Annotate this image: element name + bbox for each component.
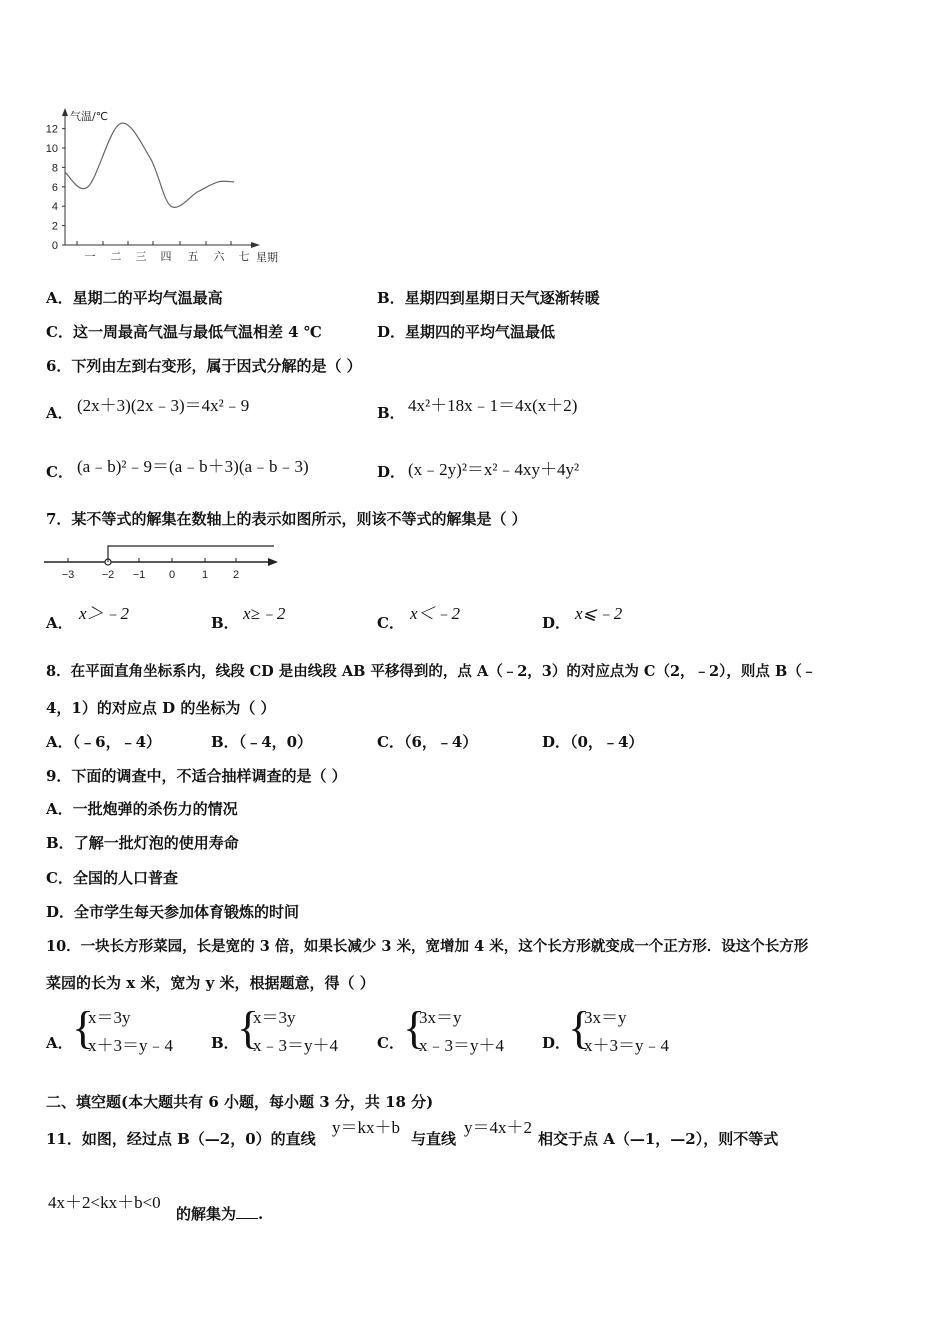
number-line-tick-label: −2 [101,569,115,581]
q10-stem-line2: 菜园的长为 x 米，宽为 y 米，根据题意，得（ ） [46,974,375,992]
q5-option-c[interactable]: C．这一周最高气温与最低气温相差 4 ℃ [46,323,322,341]
q11-text-part3: 相交于点 A（—1，—2），则不等式 [538,1130,779,1148]
x-tick-label: 七 [238,250,250,263]
section-heading: 二、填空题(本大题共有 6 小题，每小题 3 分，共 18 分) [46,1093,434,1111]
temperature-line [65,123,234,207]
y-tick-label: 6 [51,181,58,194]
number-line-tick-label: 0 [168,569,176,581]
q9-option-d[interactable]: D．全市学生每天参加体育锻炼的时间 [46,903,300,921]
q11-text-part2: 与直线 [411,1130,457,1148]
q9-option-a[interactable]: A．一批炮弹的杀伤力的情况 [46,800,238,818]
q10-option-b-key[interactable]: B． [211,1034,239,1052]
y-tick-label: 12 [45,123,58,136]
q7-option-c-expr: x＜﹣2 [410,604,461,623]
q10-option-a-key[interactable]: A． [46,1034,73,1052]
x-tick-label: 二 [110,250,122,263]
q7-option-b-expr: x≥﹣2 [243,604,286,623]
number-line [40,540,285,585]
q10-option-d-brace: { [568,1002,591,1053]
q10-option-a-system: x＝3y x＋3＝y﹣4 [88,1008,173,1055]
q7-stem: 7．某不等式的解集在数轴上的表示如图所示，则该不等式的解集是（ ） [46,510,527,528]
number-line-tick-label: −1 [132,569,146,581]
q10-stem-line1: 10．一块长方形菜园，长是宽的 3 倍，如果长减少 3 米，宽增加 4 米，这个长方形就变成一个正方形．设这个长方形 [46,938,809,955]
q5-option-d[interactable]: D．星期四的平均气温最低 [377,323,556,341]
y-axis-arrow [62,108,68,116]
q10-option-d-system: 3x＝y x＋3＝y﹣4 [584,1008,669,1055]
q6-option-b-key[interactable]: B． [377,404,405,422]
q10-option-a-brace: { [72,1002,95,1053]
q6-option-a-expr: (2x＋3)(2x﹣3)＝4x²﹣9 [77,396,250,415]
q6-option-c-expr: (a﹣b)²﹣9＝(a﹣b＋3)(a﹣b﹣3) [77,457,309,476]
q10-option-b-brace: { [237,1002,260,1053]
x-axis-arrow [251,242,260,248]
y-tick-label: 4 [51,201,58,214]
q10-option-c-key[interactable]: C． [377,1034,404,1052]
y-tick-label: 8 [51,162,58,175]
y-tick-label: 10 [45,143,58,155]
q11-text-part1: 11．如图，经过点 B（—2，0）的直线 [46,1130,316,1148]
q6-option-c-key[interactable]: C． [46,463,73,481]
q8-option-b[interactable]: B．（﹣4，0） [211,733,313,751]
q6-option-b-expr: 4x²＋18x﹣1＝4x(x＋2) [408,396,578,415]
q5-option-b[interactable]: B．星期四到星期日天气逐渐转暖 [377,289,600,307]
number-line-arrow [268,558,278,566]
q8-stem-line1: 8．在平面直角坐标系内，线段 CD 是由线段 AB 平移得到的，点 A（﹣2，3）的对应点为 C（2，﹣2），则点 B（﹣ [46,663,817,680]
y-tick-label: 0 [51,240,58,252]
q6-stem: 6．下列由左到右变形，属于因式分解的是（ ） [46,357,362,375]
q5-option-a[interactable]: A．星期二的平均气温最高 [46,289,223,307]
q11-expr-line2: y＝4x＋2 [464,1118,532,1137]
q10-option-b-system: x＝3y x﹣3＝y＋4 [253,1008,338,1055]
number-line-tick-label: 2 [232,569,240,581]
q6-option-d-key[interactable]: D． [377,463,406,481]
q6-option-a-key[interactable]: A． [46,404,73,422]
x-tick-label: 五 [187,250,199,263]
x-tick-label: 六 [213,250,225,263]
q10-option-d-key[interactable]: D． [542,1034,571,1052]
chart-ylabel: 气温/℃ [70,110,109,123]
q10-option-c-system: 3x＝y x﹣3＝y＋4 [419,1008,504,1055]
y-tick-label: 2 [51,220,58,233]
q7-option-a-key[interactable]: A． [46,614,73,632]
q9-option-c[interactable]: C．全国的人口普查 [46,869,178,887]
number-line-tick-label: −3 [61,569,75,581]
temperature-chart [38,100,298,270]
q11-answer-line: 的解集为 . [176,1205,264,1223]
q11-expr-line1: y＝kx＋b [332,1118,400,1137]
q8-option-d[interactable]: D．（0，﹣4） [542,733,644,751]
q8-option-a[interactable]: A．（﹣6，﹣4） [46,733,162,751]
q7-option-a-expr: x＞﹣2 [79,604,130,623]
x-tick-label: 一 [84,250,96,263]
solution-ray [108,546,274,559]
q9-option-b[interactable]: B．了解一批灯泡的使用寿命 [46,834,239,852]
q7-option-d-key[interactable]: D． [542,614,571,632]
q7-option-b-key[interactable]: B． [211,614,239,632]
q8-stem-line2: 4，1）的对应点 D 的坐标为（ ） [46,699,276,717]
x-tick-label: 四 [160,250,172,263]
q7-option-c-key[interactable]: C． [377,614,404,632]
number-line-tick-label: 1 [201,569,209,581]
x-tick-label: 三 [135,250,147,263]
chart-xlabel: 星期 [256,251,278,264]
answer-blank[interactable] [236,1204,258,1219]
q7-option-d-expr: x⩽﹣2 [575,604,623,623]
q9-stem: 9．下面的调查中，不适合抽样调查的是（ ） [46,767,347,785]
q11-inequality: 4x＋2<kx＋b<0 [48,1193,161,1212]
q6-option-d-expr: (x﹣2y)²＝x²﹣4xy＋4y² [408,460,580,479]
q8-option-c[interactable]: C．（6，﹣4） [377,733,478,751]
q10-option-c-brace: { [403,1002,426,1053]
